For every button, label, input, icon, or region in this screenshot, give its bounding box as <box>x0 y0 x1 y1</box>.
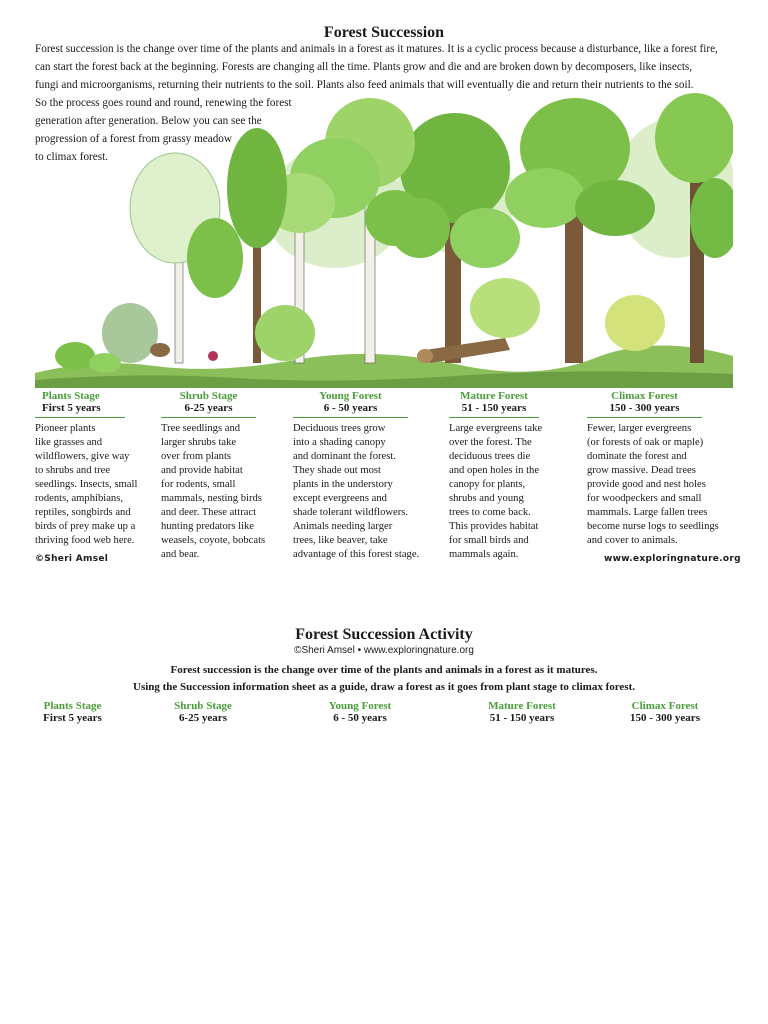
activity-stage-shrub <box>158 700 248 724</box>
desc-line: deciduous trees die <box>449 451 531 462</box>
desc-line: advantage of this forest stage. <box>293 549 420 560</box>
stage-divider <box>35 417 125 418</box>
desc-line: Tree seedlings and <box>161 423 241 434</box>
desc-line: to shrubs and tree <box>35 465 111 476</box>
desc-line: provide good and nest holes <box>587 479 706 490</box>
desc-line: Deciduous trees grow <box>293 423 386 434</box>
stage-divider <box>587 417 702 418</box>
desc-line: reptiles, songbirds and <box>35 507 131 518</box>
stage-title: Shrub Stage <box>174 700 232 712</box>
desc-line: weasels, coyote, bobcats <box>161 535 266 546</box>
stage-divider <box>293 417 408 418</box>
desc-line: dominate the forest and <box>587 451 687 462</box>
stage-years: First 5 years <box>43 712 102 724</box>
stage-title: Climax Forest <box>611 390 678 402</box>
stage-description <box>587 422 737 548</box>
activity-instructions <box>0 662 768 696</box>
stage-years: 51 - 150 years <box>489 712 555 724</box>
activity-stage-climax-forest <box>615 700 715 724</box>
intro-line: Forest succession is the change over time of the plants and animals in a forest as it matures. It is a cyclic process because a disturbance, like a forest fire, <box>35 43 718 55</box>
desc-line: and cover to animals. <box>587 535 678 546</box>
desc-line: for woodpeckers and small <box>587 493 702 504</box>
activity-byline: ©Sheri Amsel • www.exploringnature.org <box>294 645 474 656</box>
stage-title: Shrub Stage <box>179 390 238 402</box>
desc-line: They shade out most <box>293 465 381 476</box>
desc-line: like grasses and <box>35 437 103 448</box>
stage-years: 6 - 50 years <box>323 402 378 414</box>
activity-title: Forest Succession Activity <box>295 626 473 643</box>
stage-title: Young Forest <box>328 700 392 712</box>
desc-line: larger shrubs take <box>161 437 237 448</box>
stage-description <box>293 422 438 562</box>
stage-description <box>449 422 569 562</box>
stage-column-shrub <box>161 390 266 562</box>
stage-title: Plants Stage <box>42 390 100 402</box>
desc-line: birds of prey make up a <box>35 521 136 532</box>
desc-line: mammals. Large fallen trees <box>587 507 708 518</box>
stage-column-climax-forest <box>587 390 719 548</box>
desc-line: shrubs and young <box>449 493 524 504</box>
desc-line: and open holes in the <box>449 465 540 476</box>
desc-line: over from plants <box>161 451 232 462</box>
instruction-line: Forest succession is the change over time of the plants and animals in a forest as it matures. <box>170 664 598 676</box>
desc-line: mammals again. <box>449 549 519 560</box>
desc-line: for rodents, small <box>161 479 236 490</box>
desc-line: trees to come back. <box>449 507 531 518</box>
desc-line: thriving food web here. <box>35 535 135 546</box>
stage-years: 51 - 150 years <box>461 402 527 414</box>
stage-column-young-forest <box>293 390 420 562</box>
stage-title: Young Forest <box>319 390 382 402</box>
stage-years: 6-25 years <box>184 402 233 414</box>
desc-line: wildflowers, give way <box>35 451 130 462</box>
desc-line: Fewer, larger evergreens <box>587 423 692 434</box>
desc-line: Animals needing larger <box>293 521 393 532</box>
activity-stage-plants <box>35 700 110 724</box>
desc-line: rodents, amphibians, <box>35 493 123 504</box>
activity-stage-young-forest <box>310 700 410 724</box>
desc-line: plants in the understory <box>293 479 393 490</box>
desc-line: over the forest. The <box>449 437 532 448</box>
stage-years: 150 - 300 years <box>630 712 700 724</box>
website-credit: www.exploringnature.org <box>604 554 741 564</box>
instruction-line: Using the Succession information sheet as a guide, draw a forest as it goes from plant stage to climax forest. <box>133 681 635 693</box>
stage-description <box>161 422 286 562</box>
stage-years: First 5 years <box>42 402 101 414</box>
desc-line: and deer. These attract <box>161 507 257 518</box>
intro-line: fungi and microorganisms, returning their nutrients to the soil. Plants also feed animals that will eventually die and return their nutrients to the soil. <box>35 79 694 91</box>
desc-line: hunting predators like <box>161 521 254 532</box>
intro-line: So the process goes round and round, renewing the forest <box>35 97 292 109</box>
stage-header <box>293 390 408 414</box>
stage-description <box>35 422 160 548</box>
stage-header <box>35 390 125 414</box>
stage-header <box>587 390 702 414</box>
intro-line: can start the forest back at the beginning. Forests are changing all the time. Plants grow and die and are broken down by decomposers, like insects, <box>35 61 693 73</box>
desc-line: and provide habitat <box>161 465 243 476</box>
stage-title: Mature Forest <box>460 390 528 402</box>
desc-line: grow massive. Dead trees <box>587 465 696 476</box>
stage-title: Plants Stage <box>43 700 102 712</box>
intro-line: progression of a forest from grassy meadow <box>35 133 232 145</box>
desc-line: (or forests of oak or maple) <box>587 437 704 448</box>
page-title: Forest Succession <box>323 24 445 41</box>
desc-line: shade tolerant wildflowers. <box>293 507 409 518</box>
activity-stage-mature-forest <box>472 700 572 724</box>
stage-title: Mature Forest <box>488 700 556 712</box>
intro-line: generation after generation. Below you can see the <box>35 115 262 127</box>
desc-line: mammals, nesting birds <box>161 493 262 504</box>
desc-line: become nurse logs to seedlings <box>587 521 719 532</box>
desc-line: except evergreens and <box>293 493 387 504</box>
desc-line: into a shading canopy <box>293 437 386 448</box>
forest-succession-illustration <box>35 88 733 388</box>
desc-line: Large evergreens take <box>449 423 543 434</box>
desc-line: This provides habitat <box>449 521 539 532</box>
stage-years: 150 - 300 years <box>609 402 680 414</box>
desc-line: trees, like beaver, take <box>293 535 388 546</box>
stage-header <box>161 390 256 414</box>
desc-line: and dominant the forest. <box>293 451 396 462</box>
desc-line: and bear. <box>161 549 200 560</box>
desc-line: for small birds and <box>449 535 529 546</box>
stage-years: 6 - 50 years <box>333 712 387 724</box>
author-credit: ©Sheri Amsel <box>35 554 109 564</box>
desc-line: canopy for plants, <box>449 479 526 490</box>
stage-column-plants <box>35 390 138 548</box>
desc-line: seedlings. Insects, small <box>35 479 138 490</box>
stage-column-mature-forest <box>449 390 543 562</box>
stage-years: 6-25 years <box>179 712 227 724</box>
stage-title: Climax Forest <box>631 700 699 712</box>
stage-divider <box>161 417 256 418</box>
desc-line: Pioneer plants <box>35 423 96 434</box>
intro-line: to climax forest. <box>35 151 109 163</box>
stage-divider <box>449 417 539 418</box>
stage-header <box>449 390 539 414</box>
